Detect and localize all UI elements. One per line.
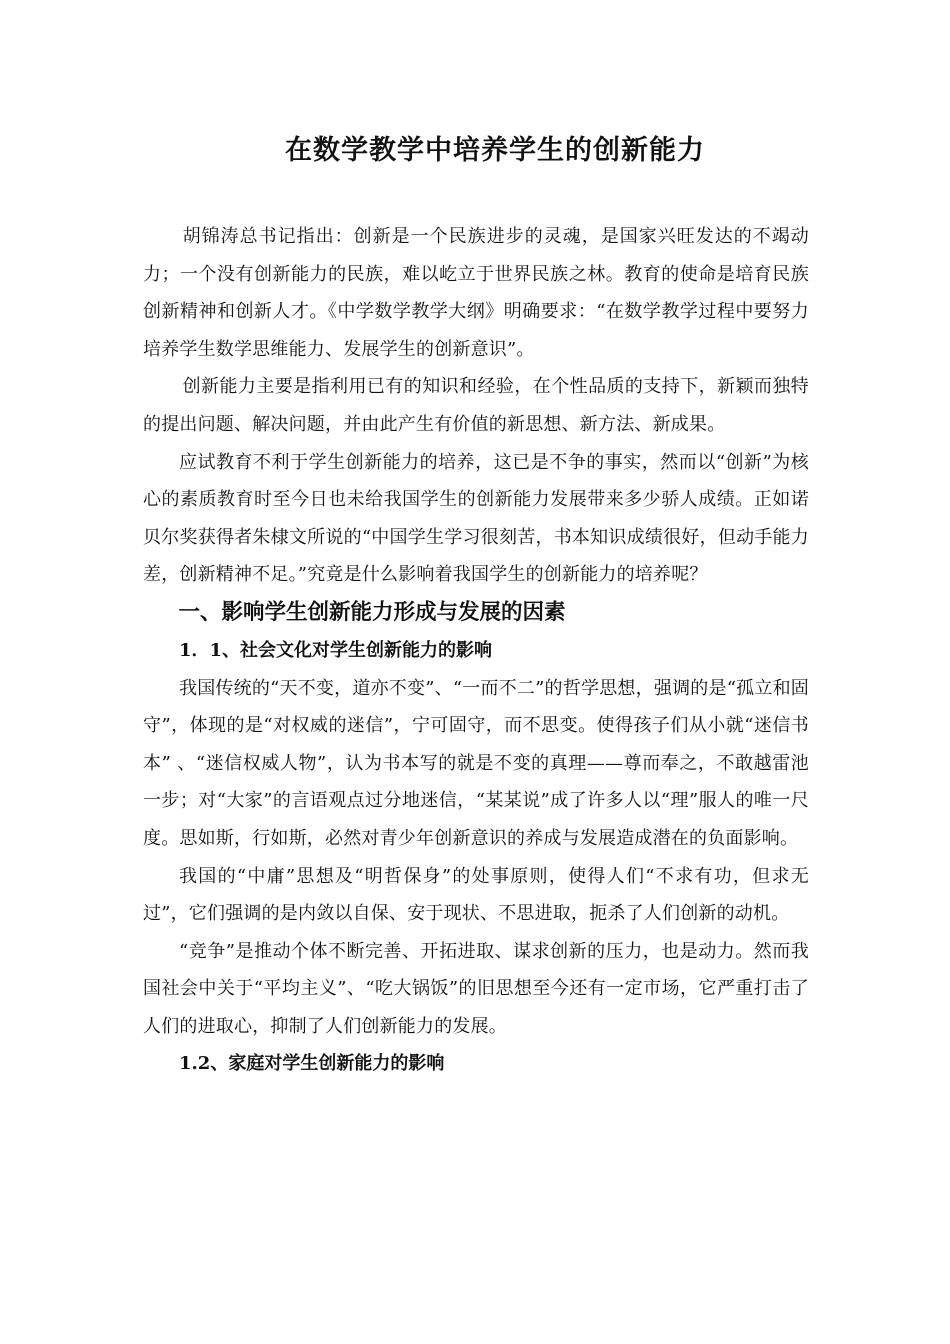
paragraph-intro: 胡锦涛总书记指出：创新是一个民族进步的灵魂，是国家兴旺发达的不竭动力；一个没有创新能力的民族，难以屹立于世界民族之林。教育的使命是培育民族创新精神和创新人才。《中学数学教学大纲》明确要求：“在数学教学过程中要努力培养学生数学思维能力、发展学生的创新意识”。: [143, 226, 809, 360]
section-heading-factors: 一、影响学生创新能力形成与发展的因素: [178, 599, 566, 625]
paragraph-exam-education: 应试教育不利于学生创新能力的培养，这已是不争的事实，然而以“创新”为核心的素质教育时至今日也未给我国学生的创新能力发展带来多少骄人成绩。正如诺贝尔奖获得者朱棣文所说的“中国学生学习很刻苦，书本知识成绩很好，但动手能力差，创新精神不足。”究竟是什么影响着我国学生的创新能力的培养呢？: [143, 451, 809, 586]
document-body: [143, 218, 809, 1083]
subsection-heading-social-culture: 1．1、社会文化对学生创新能力的影响: [179, 639, 493, 661]
paragraph-tradition: 我国传统的“天不变，道亦不变”、“一而不二”的哲学思想，强调的是“孤立和固守”，体现的是“对权威的迷信”，宁可固守，而不思变。使得孩子们从小就“迷信书本” 、“迷信权威人物”，认为书本写的就是不变的真理——尊而奉之，不敢越雷池一步；对“大家”的言语观点过分地迷信，“某某说”成了许多人以“理”服人的唯一尺度。思如斯，行如斯，必然对青少年创新意识的养成与发展造成潜在的负面影响。: [143, 677, 809, 849]
paragraph-definition: 创新能力主要是指利用已有的知识和经验，在个性品质的支持下，新颖而独特的提出问题、解决问题，并由此产生有价值的新思想、新方法、新成果。: [143, 376, 809, 435]
subsection-heading-family: 1.2、家庭对学生创新能力的影响: [179, 1053, 445, 1075]
document-title: 在数学教学中培养学生的创新能力: [285, 135, 705, 166]
paragraph-zhongyong: 我国的“中庸”思想及“明哲保身”的处事原则，使得人们“不求有功，但求无过”，它们强调的是内敛以自保、安于现状、不思进取，扼杀了人们创新的动机。: [143, 865, 809, 925]
paragraph-competition: “竞争”是推动个体不断完善、开拓进取、谋求创新的压力，也是动力。然而我国社会中关于“平均主义”、“吃大锅饭”的旧思想至今还有一定市场，它严重打击了人们的进取心，抑制了人们创新能力的发展。: [143, 940, 809, 1037]
